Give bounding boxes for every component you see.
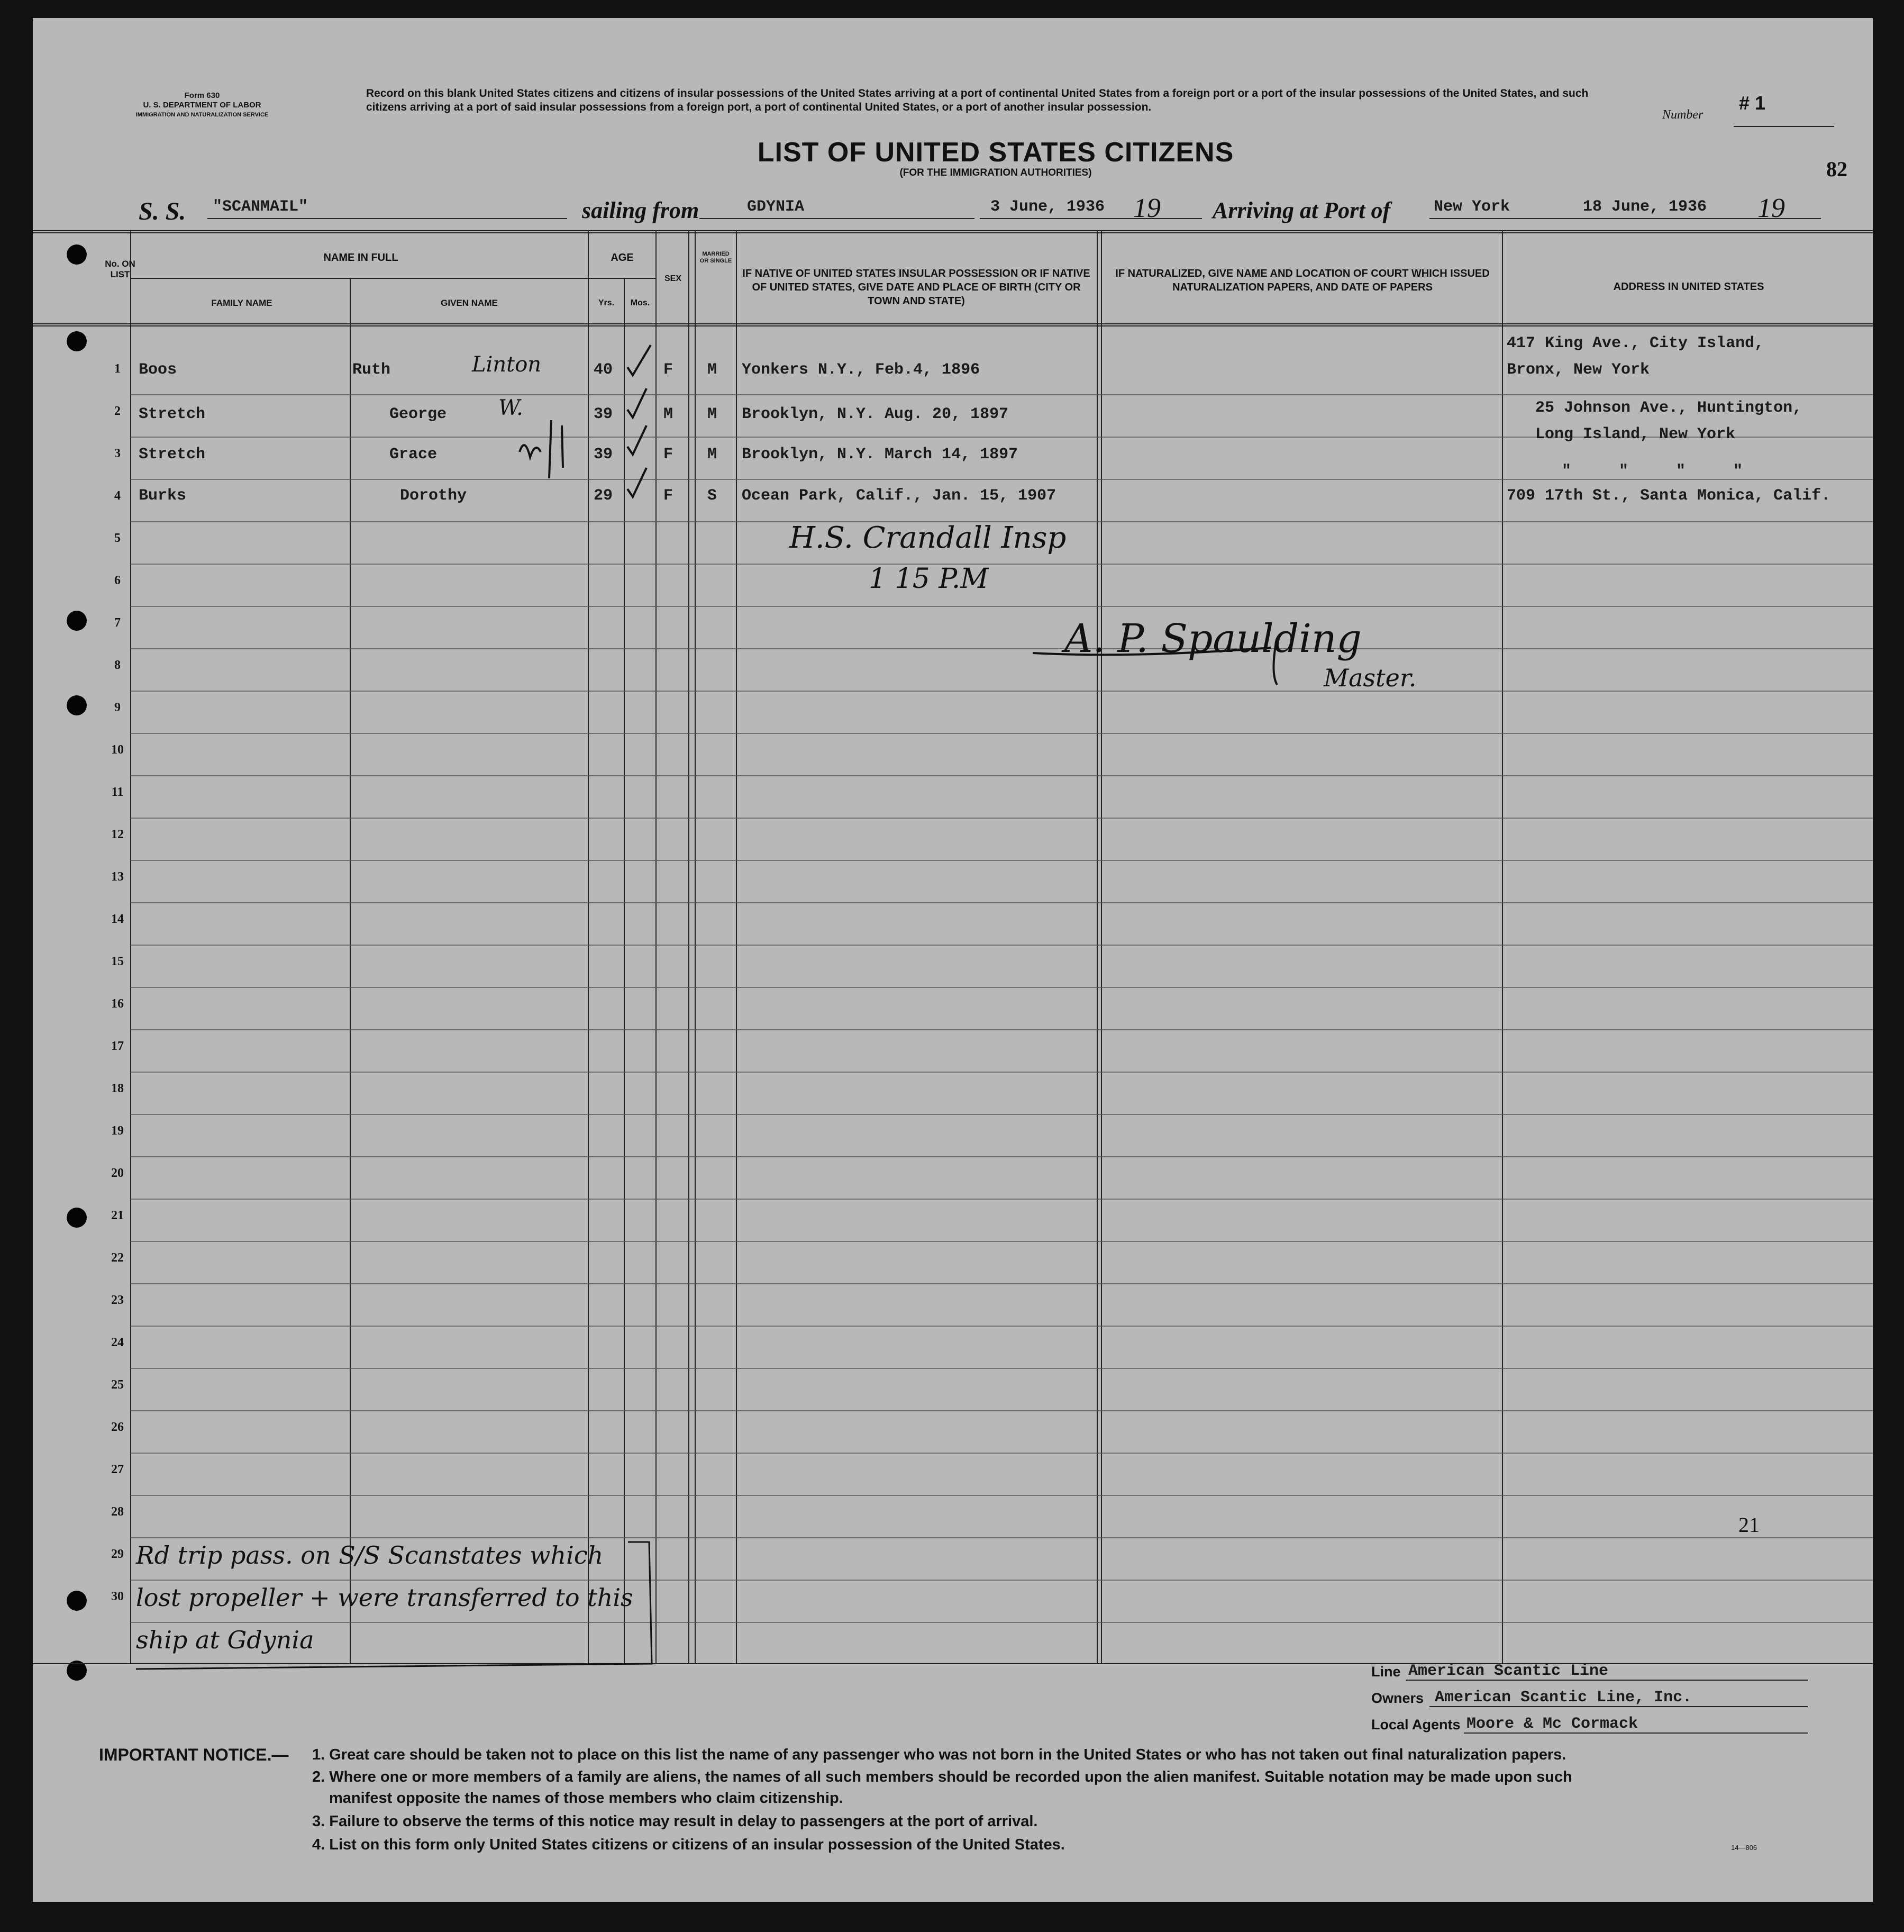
notice-2: 2. Where one or more members of a family are aliens, the names of all such members should be recorded upon the alien manifest. Suitable notation may be made upon such: [312, 1768, 1572, 1785]
master-title: Master.: [1324, 664, 1417, 692]
arriving-label: Arriving at Port of: [1213, 197, 1391, 223]
to-port: New York: [1434, 198, 1510, 216]
row-number: 10: [111, 743, 124, 757]
given-name: George: [389, 405, 447, 423]
family-name: Stretch: [139, 405, 206, 423]
notice-4: 4. List on this form only United States citizens or citizens of an insular possession of the United States.: [312, 1836, 1065, 1853]
row-number: 8: [114, 658, 121, 672]
row-number: 27: [111, 1463, 124, 1476]
notice-2-continued: manifest opposite the names of those members who claim citizenship.: [329, 1790, 843, 1807]
ship-name: "SCANMAIL": [213, 198, 308, 216]
row-number: 19: [111, 1124, 124, 1138]
header-birth: IF NATIVE OF UNITED STATES INSULAR POSSESSION OR IF NATIVE OF UNITED STATES, GIVE DATE AND PLACE OF BIRTH (CITY OR TOWN AND STATE): [742, 268, 1090, 307]
given-name: Grace: [389, 446, 438, 464]
row-number: 7: [114, 616, 121, 630]
birth-info: Brooklyn, N.Y. Aug. 20, 1897: [742, 405, 1009, 423]
notice-3: 3. Failure to observe the terms of this notice may result in delay to passengers at the port of arrival.: [312, 1813, 1038, 1830]
master-signature: A. P. Spaulding: [1064, 616, 1362, 661]
handwritten-middle-name: Linton: [472, 352, 542, 377]
birth-info: Ocean Park, Calif., Jan. 15, 1907: [742, 487, 1056, 505]
row-number: 26: [111, 1420, 124, 1434]
birth-info: Yonkers N.Y., Feb.4, 1896: [742, 361, 980, 379]
header-mos: Mos.: [630, 298, 650, 307]
row-number: 14: [111, 912, 124, 926]
local-agents-label: Local Agents: [1371, 1717, 1461, 1733]
family-name: Boos: [139, 361, 177, 379]
given-name: Ruth: [352, 361, 391, 379]
row-number: 22: [111, 1251, 124, 1265]
row-number: 5: [114, 531, 121, 545]
header-age: AGE: [611, 252, 634, 264]
number-label: Number: [1662, 108, 1703, 122]
row-number: 18: [111, 1082, 124, 1095]
header-family-name: FAMILY NAME: [211, 298, 272, 308]
header-naturalized: IF NATURALIZED, GIVE NAME AND LOCATION OF COURT WHICH ISSUED NATURALIZATION PAPERS, AND DATE OF PAPERS: [1115, 268, 1490, 293]
local-agents-value: Moore & Mc Cormack: [1466, 1715, 1638, 1733]
row-number: 2: [114, 404, 121, 418]
owners-value: American Scantic Line, Inc.: [1435, 1689, 1692, 1707]
row-number: 16: [111, 997, 124, 1011]
printer-mark: 14—806: [1731, 1844, 1757, 1852]
sailing-from-label: sailing from: [582, 197, 699, 223]
address-line-2: Long Island, New York: [1535, 425, 1736, 443]
sex: F: [663, 487, 673, 505]
row-number: 9: [114, 701, 121, 714]
row-number: 6: [114, 574, 121, 587]
footnote-line-3: ship at Gdynia: [136, 1626, 314, 1654]
inspector-signature: H.S. Crandall Insp: [789, 521, 1067, 555]
row-number: 30: [111, 1590, 124, 1603]
address-line-1: 25 Johnson Ave., Huntington,: [1535, 399, 1802, 417]
number-value: # 1: [1739, 92, 1766, 114]
sex: M: [663, 405, 673, 423]
marital-status: S: [707, 487, 717, 505]
footnote-line-2: lost propeller + were transferred to this: [136, 1583, 633, 1612]
row-number: 12: [111, 828, 124, 841]
header-no-on-list: No. ON LIST: [105, 259, 135, 279]
side-note-number: 21: [1738, 1513, 1760, 1537]
row-number: 4: [114, 489, 121, 503]
header-given-name: GIVEN NAME: [441, 298, 498, 308]
row-number: 24: [111, 1336, 124, 1349]
from-port: GDYNIA: [747, 198, 805, 216]
row-number: 20: [111, 1166, 124, 1180]
family-name: Stretch: [139, 446, 206, 464]
arrival-date: 18 June, 1936: [1583, 198, 1707, 216]
sail-date: 3 June, 1936: [990, 198, 1105, 216]
row-number: 11: [111, 785, 124, 799]
marital-status: M: [707, 446, 717, 464]
page-subtitle: (FOR THE IMMIGRATION AUTHORITIES): [899, 167, 1092, 178]
row-number: 17: [111, 1039, 124, 1053]
row-number: 25: [111, 1378, 124, 1392]
footnote-bracket: [131, 1531, 660, 1680]
row-number: 23: [111, 1293, 124, 1307]
sex: F: [663, 446, 673, 464]
arrival-year: 19: [1757, 193, 1785, 223]
age-years: 39: [594, 405, 613, 423]
birth-info: Brooklyn, N.Y. March 14, 1897: [742, 446, 1018, 464]
marital-status: M: [707, 405, 717, 423]
page-title: LIST OF UNITED STATES CITIZENS: [757, 137, 1234, 168]
row-number: 21: [111, 1209, 124, 1222]
age-years: 39: [594, 446, 613, 464]
owners-label: Owners: [1371, 1690, 1424, 1706]
manifest-sheet: [33, 18, 1873, 1902]
age-years: 29: [594, 487, 613, 505]
header-yrs: Yrs.: [598, 298, 615, 307]
header-name-in-full: NAME IN FULL: [323, 252, 398, 264]
line-value: American Scantic Line: [1408, 1662, 1609, 1680]
marital-status: M: [707, 361, 717, 379]
header-married-single: MARRIED OR SINGLE: [699, 251, 732, 264]
signature-stroke: [1027, 642, 1281, 690]
ss-label: S. S.: [139, 197, 186, 225]
line-label: Line: [1371, 1664, 1401, 1680]
address-line-1: 709 17th St., Santa Monica, Calif.: [1507, 487, 1831, 505]
header-address: ADDRESS IN UNITED STATES: [1613, 281, 1764, 293]
notice-heading: IMPORTANT NOTICE.—: [99, 1745, 289, 1764]
arrival-time: 1 15 P.M: [869, 563, 989, 595]
handwritten-initial: W.: [498, 396, 523, 420]
checkmarks: [624, 335, 661, 531]
row-number: 3: [114, 447, 121, 460]
row-number: 28: [111, 1505, 124, 1519]
row-number: 15: [111, 955, 124, 968]
footnote-line-1: Rd trip pass. on S/S Scanstates which: [136, 1541, 604, 1570]
age-years: 40: [594, 361, 613, 379]
sail-year: 19: [1133, 193, 1161, 223]
address-ditto: " " " ": [1562, 462, 1743, 480]
page-number: 82: [1826, 157, 1847, 181]
address-line-1: 417 King Ave., City Island,: [1507, 334, 1764, 352]
service-name: IMMIGRATION AND NATURALIZATION SERVICE: [135, 112, 269, 118]
notice-1: 1. Great care should be taken not to place on this list the name of any passenger who was not born in the United States or who has not taken out final naturalization papers.: [312, 1746, 1566, 1763]
row-number: 1: [114, 362, 121, 376]
address-line-2: Bronx, New York: [1507, 361, 1650, 379]
department-name: U. S. DEPARTMENT OF LABOR: [143, 101, 261, 110]
instructions-text: Record on this blank United States citizens and citizens of insular possessions of the United States arriving at a port of continental United States from a foreign port or a port of the insular possessions of the United States, and such citizens arriving at a port of said insular possessions from a foreign port, a port of continental United States, or a port of another insular possession.: [366, 87, 1589, 113]
sex: F: [663, 361, 673, 379]
row-number: 29: [111, 1547, 124, 1561]
form-number: Form 630: [184, 91, 220, 100]
handwritten-bracket-mark: [509, 404, 572, 484]
row-number: 13: [111, 870, 124, 884]
family-name: Burks: [139, 487, 187, 505]
given-name: Dorothy: [400, 487, 467, 505]
header-sex: SEX: [664, 274, 681, 283]
